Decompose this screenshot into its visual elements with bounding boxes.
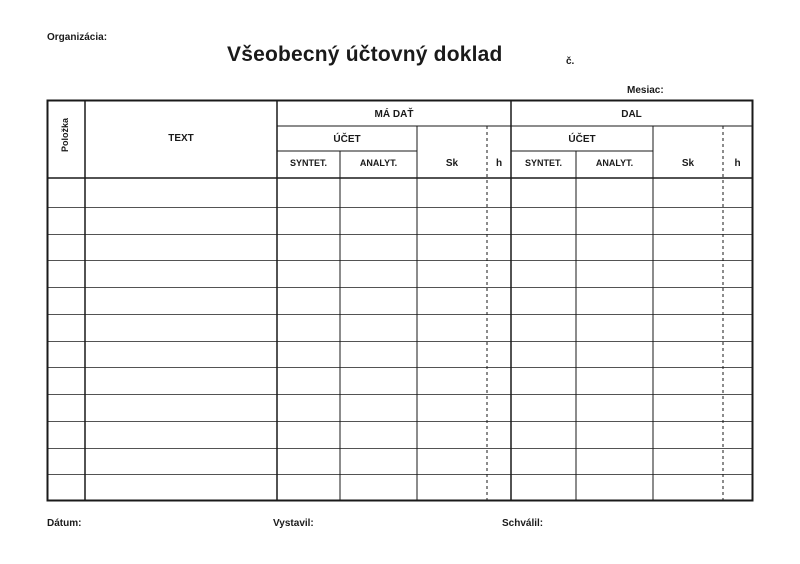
date-label: Dátum: <box>47 518 82 529</box>
credit-analytic-header: ANALYT. <box>595 158 634 168</box>
credit-account-header: ÚČET <box>568 134 596 145</box>
debit-h-header: h <box>495 158 503 169</box>
col-text-header: TEXT <box>168 133 194 144</box>
month-label: Mesiac: <box>627 85 664 96</box>
credit-synthetic-header: SYNTET. <box>524 158 562 168</box>
page-title: Všeobecný účtovný doklad <box>227 43 503 66</box>
credit-group-header: DAL <box>621 109 642 120</box>
credit-sk-header: Sk <box>681 158 695 169</box>
credit-h-header: h <box>734 158 741 169</box>
debit-synthetic-header: SYNTET. <box>289 158 327 168</box>
debit-sk-header: Sk <box>445 158 459 169</box>
debit-group-header: MÁ DAŤ <box>374 109 414 120</box>
issued-by-label: Vystavil: <box>273 518 314 529</box>
col-item-header: Položka <box>60 118 70 153</box>
approved-by-label: Schválil: <box>502 518 544 529</box>
organization-label: Organizácia: <box>47 32 108 43</box>
debit-account-header: ÚČET <box>333 134 361 145</box>
document-number-label: č. <box>566 56 575 67</box>
debit-analytic-header: ANALYT. <box>359 158 398 168</box>
